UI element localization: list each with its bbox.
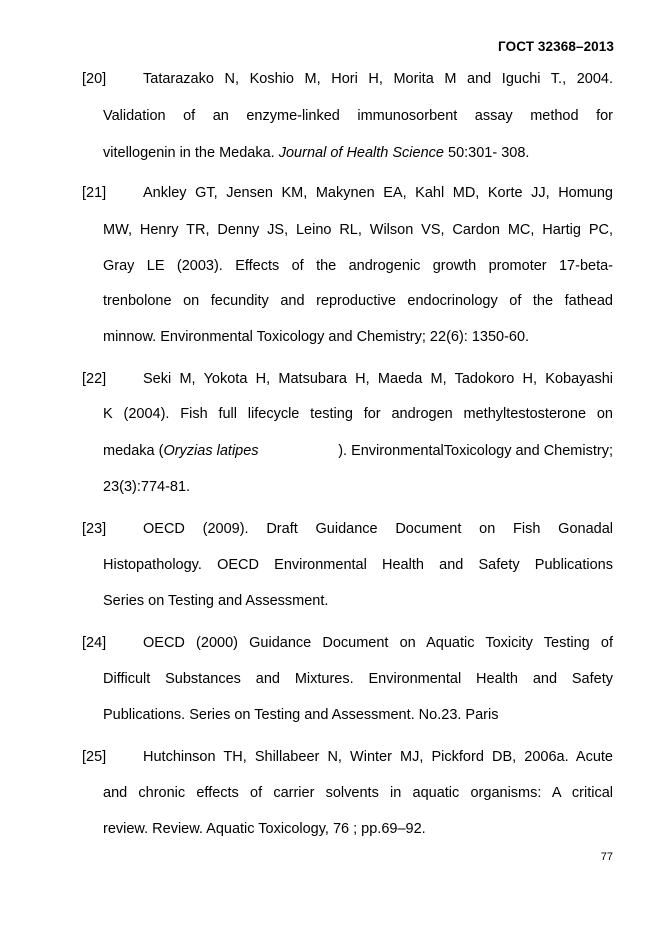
reference-line: Ankley GT, Jensen KM, Makynen EA, Kahl MD, Korte JJ, Homung	[143, 185, 613, 201]
reference-line: review. Review. Aquatic Toxicology, 76 ; pp.69–92.	[103, 821, 426, 837]
reference-text: vitellogenin in the Medaka.	[103, 145, 279, 161]
species-name: Oryzias latipes	[163, 443, 259, 459]
reference-number: [20]	[82, 71, 107, 87]
reference-line: Validation of an enzyme-linked immunosorbent assay method for	[103, 108, 613, 124]
reference-text: medaka (	[103, 443, 164, 459]
reference-line: minnow. Environmental Toxicology and Chemistry; 22(6): 1350-60.	[103, 329, 530, 345]
reference-text-group	[103, 442, 259, 460]
reference-number: [25]	[82, 749, 107, 765]
reference-line: MW, Henry TR, Denny JS, Leino RL, Wilson VS, Cardon MC, Hartig PC,	[103, 222, 613, 238]
reference-text: ). EnvironmentalToxicology and Chemistry;	[338, 443, 613, 459]
reference-number: [24]	[82, 635, 107, 651]
reference-number: [23]	[82, 521, 107, 537]
reference-line: Seki M, Yokota H, Matsubara H, Maeda M, Tadokoro H, Kobayashi	[143, 371, 613, 387]
reference-line: Series on Testing and Assessment.	[103, 593, 329, 609]
reference-number: [21]	[82, 185, 107, 201]
reference-line: 23(3):774-81.	[103, 479, 191, 495]
reference-line: Difficult Substances and Mixtures. Environmental Health and Safety	[103, 671, 613, 687]
reference-number: [22]	[82, 371, 107, 387]
reference-line: Publications. Series on Testing and Assessment. No.23. Paris	[103, 707, 499, 723]
reference-line: K (2004). Fish full lifecycle testing for androgen methyltestosterone on	[103, 406, 613, 422]
reference-line	[103, 144, 613, 162]
reference-line: trenbolone on fecundity and reproductive endocrinology of the fathead	[103, 293, 613, 309]
reference-line: OECD (2009). Draft Guidance Document on Fish Gonadal	[143, 521, 613, 537]
reference-line: Tatarazako N, Koshio M, Hori H, Morita M and Iguchi T., 2004.	[143, 71, 613, 87]
journal-title: Journal of Health Science	[278, 145, 444, 161]
page-header: ГОСТ 32368–2013	[498, 39, 614, 54]
reference-line	[103, 442, 613, 460]
reference-line: and chronic effects of carrier solvents in aquatic organisms: A critical	[103, 785, 613, 801]
reference-line: Hutchinson TH, Shillabeer N, Winter MJ, Pickford DB, 2006a. Acute	[143, 749, 613, 765]
reference-line: Histopathology. OECD Environmental Health and Safety Publications	[103, 557, 613, 573]
page-number: 77	[600, 851, 613, 863]
reference-line: OECD (2000) Guidance Document on Aquatic Toxicity Testing of	[143, 635, 613, 651]
reference-line: Gray LE (2003). Effects of the androgenic growth promoter 17-beta-	[103, 258, 613, 274]
reference-text: 50:301- 308.	[443, 145, 530, 161]
